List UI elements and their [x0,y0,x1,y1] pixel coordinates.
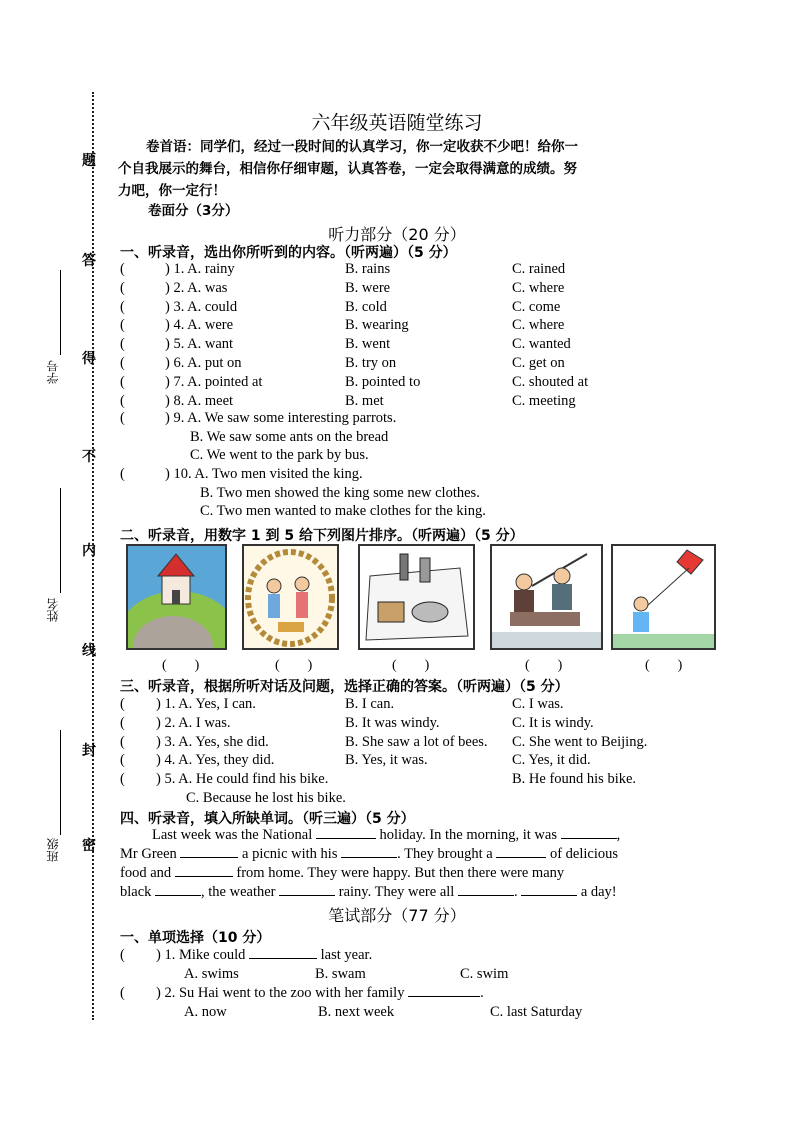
answer-paren[interactable]: ( [120,336,125,353]
cloze-text: Last week was the National [152,827,313,843]
cloze-line [152,827,620,844]
q5-option-c: C. Because he lost his bike. [186,790,346,806]
picture-kite [611,544,716,650]
option-a: ) 3. A. Yes, she did. [156,733,269,750]
answer-paren[interactable]: ( [120,298,125,315]
cloze-blank[interactable] [279,895,335,896]
q9-option-a: ) 9. A. We saw some interesting parrots. [165,410,397,426]
cloze-text: of delicious [549,846,618,862]
q9-option-b: B. We saw some ants on the bread [190,429,389,445]
answer-paren[interactable]: ( [120,696,125,712]
picture-answer-paren[interactable]: ( ) [645,658,683,673]
option-a: ) 6. A. put on [165,355,242,371]
page-title: 六年级英语随堂练习 [311,112,483,134]
class-line[interactable] [60,730,61,835]
option-a: ) 4. A. were [165,317,234,334]
cloze-blank[interactable] [341,857,397,858]
cloze-blank[interactable] [521,895,577,896]
picture-answer-paren[interactable]: ( ) [162,658,200,673]
seal-char: 线 [82,644,96,659]
answer-paren[interactable]: ( [120,466,125,482]
question-tail: . [480,985,484,1001]
option-b: B. I can. [345,696,395,712]
cloze-blank[interactable] [496,857,546,858]
option-c: C. I was. [512,696,564,712]
answer-blank[interactable] [249,958,317,959]
option-b: B. rains [345,261,391,277]
answer-paren[interactable]: ( [120,947,125,963]
listening-header: 听力部分（20 分） [328,225,466,244]
option-b: B. pointed to [345,373,421,390]
cloze-line [120,846,618,863]
q2-option-b: B. next week [318,1004,395,1020]
option-c: C. It is windy. [512,714,594,731]
picture-answer-paren[interactable]: ( ) [525,658,563,673]
option-b: B. try on [345,355,397,371]
question-stem: ) 2. Su Hai went to the zoo with her family [156,985,405,1001]
student-number-line[interactable] [60,270,61,355]
seal-char: 得 [82,352,96,367]
option-c: C. wanted [512,336,571,353]
q1-option-c: C. swim [460,966,509,982]
q10-option-a: ) 10. A. Two men visited the king. [165,466,363,482]
picture-picnic-food [358,544,475,650]
part3-title: 三、听录音，根据所听对话及问题，选择正确的答案。（听两遍）（5 分） [120,679,569,695]
answer-paren[interactable]: ( [120,279,125,296]
option-b: B. Yes, it was. [345,752,428,769]
option-a: ) 2. A. was [165,279,228,296]
option-c: C. rained [512,261,566,277]
picture-children-ants [242,544,339,650]
cloze-blank[interactable] [180,857,238,858]
part1-title: 一、听录音，选出你所听到的内容。（听两遍）（5 分） [120,245,457,261]
student-number-label: 学号 [46,360,60,384]
written-header: 笔试部分（77 分） [328,906,466,925]
seal-char: 答 [82,254,96,269]
option-a: ) 5. A. want [165,336,234,353]
option-c: C. get on [512,355,565,371]
option-a: ) 7. A. pointed at [165,373,263,390]
seal-char: 不 [82,450,96,465]
q5-option-a: ) 5. A. He could find his bike. [156,771,329,787]
part2-title: 二、听录音，用数字 1 到 5 给下列图片排序。（听两遍）（5 分） [120,528,524,544]
option-b: B. It was windy. [345,714,440,731]
seal-char: 内 [82,544,96,559]
option-b: B. were [345,279,391,296]
question-stem: ) 1. Mike could [156,947,246,963]
picture-answer-paren[interactable]: ( ) [392,658,430,673]
answer-paren[interactable]: ( [120,317,125,334]
cloze-blank[interactable] [155,895,201,896]
option-a: ) 1. A. rainy [165,261,235,277]
cloze-line [120,865,564,882]
seal-char: 题 [82,154,96,169]
cloze-text: from home. They were happy. But then there were many [236,865,565,881]
option-c: C. where [512,317,565,334]
q9-option-c: C. We went to the park by bus. [190,447,369,463]
q2-option-a: A. now [184,1004,227,1020]
cloze-text: . [513,884,518,900]
cloze-text: . They brought a [397,846,493,862]
seal-char: 封 [82,744,96,759]
option-c: C. come [512,298,561,315]
q1-option-b: B. swam [315,966,366,982]
cloze-text: black [120,884,152,900]
option-b: B. wearing [345,317,409,334]
name-line[interactable] [60,488,61,593]
written-part1-title: 一、单项选择（10 分） [120,930,271,946]
option-c: C. shouted at [512,373,589,390]
cloze-blank[interactable] [175,876,233,877]
intro-line: 个自我展示的舞台，相信你仔细审题，认真答卷，一定会取得满意的成绩。努 [118,161,577,177]
option-a: ) 4. A. Yes, they did. [156,752,275,769]
cloze-line [120,884,617,901]
picture-answer-paren[interactable]: ( ) [275,658,313,673]
option-a: ) 2. A. I was. [156,714,231,731]
cloze-text: a picnic with his [242,846,338,862]
option-a: ) 1. A. Yes, I can. [156,696,256,712]
answer-paren[interactable]: ( [120,261,125,277]
option-c: C. Yes, it did. [512,752,591,769]
option-b: B. went [345,336,391,353]
class-label: 班级 [46,838,60,862]
option-b: B. She saw a lot of bees. [345,733,488,750]
q10-option-c: C. Two men wanted to make clothes for the king. [200,503,486,519]
answer-paren[interactable]: ( [120,355,125,371]
option-c: C. where [512,279,565,296]
answer-paren[interactable]: ( [120,752,125,769]
neatness-score: 卷面分（3分） [148,203,239,219]
cloze-text: a day! [580,884,617,900]
answer-paren[interactable]: ( [120,392,125,409]
q10-option-b: B. Two men showed the king some new clothes. [200,485,480,501]
cloze-blank[interactable] [458,895,514,896]
option-b: B. cold [345,298,387,315]
answer-paren[interactable]: ( [120,733,125,750]
option-c: C. meeting [512,392,576,409]
answer-paren[interactable]: ( [120,410,125,426]
option-a: ) 3. A. could [165,298,238,315]
question-tail: last year. [320,947,373,963]
cloze-text: holiday. In the morning, it was [379,827,557,843]
picture-house-hill [126,544,227,650]
q5-option-b: B. He found his bike. [512,771,637,787]
name-label: 姓名 [46,598,60,622]
cloze-blank[interactable] [561,838,617,839]
mc-question-1 [156,947,372,964]
q1-option-a: A. swims [184,966,239,982]
part4-title: 四、听录音，填入所缺单词。（听三遍）（5 分） [120,811,415,827]
picture-fishing [490,544,603,650]
seal-char: 密 [82,839,96,854]
option-c: C. She went to Beijing. [512,733,648,750]
answer-paren[interactable]: ( [120,714,125,731]
option-b: B. met [345,392,384,409]
answer-blank[interactable] [408,996,480,997]
intro-line: 力吧，你一定行！ [118,183,226,199]
q2-option-c: C. last Saturday [490,1004,583,1020]
cloze-text: rainy. They were all [338,884,455,900]
cloze-blank[interactable] [316,838,376,839]
intro-line: 卷首语：同学们，经过一段时间的认真学习，你一定收获不少吧！给你一 [146,139,578,155]
answer-paren[interactable]: ( [120,985,125,1001]
cloze-text: , [616,827,621,843]
cloze-text: , the weather [201,884,276,900]
cloze-text: food and [120,865,172,881]
answer-paren[interactable]: ( [120,373,125,390]
answer-paren[interactable]: ( [120,771,125,787]
option-a: ) 8. A. meet [165,392,234,409]
mc-question-2 [156,985,484,1002]
cloze-text: Mr Green [120,846,177,862]
